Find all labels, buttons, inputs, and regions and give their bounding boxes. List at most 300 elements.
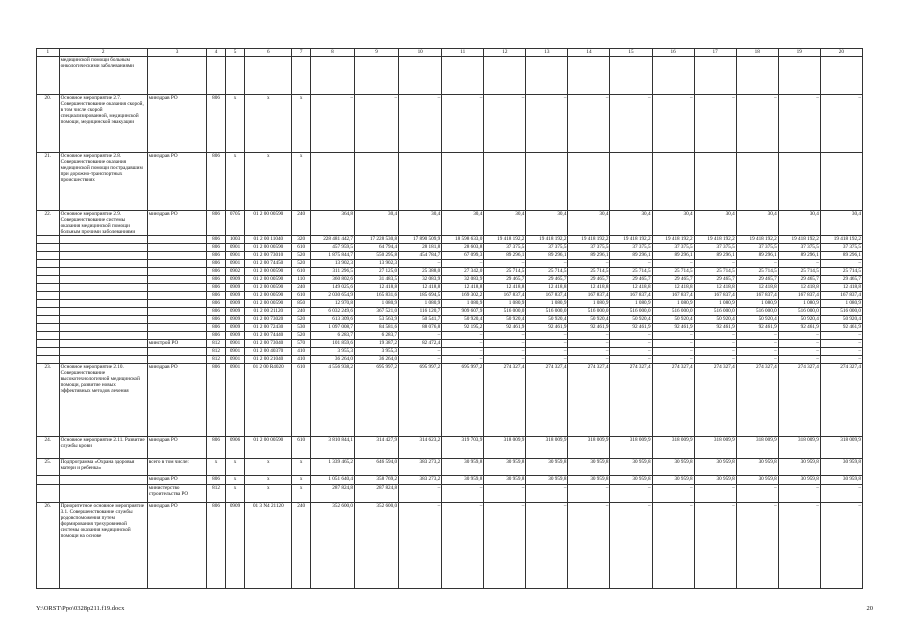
cell-year-2026: – [652,340,694,348]
cell-year-2022: 167 837,4 [484,292,526,300]
cell-event-name [59,252,147,260]
cell-year-2025: 19 418 192,2 [610,236,652,244]
cell-year-2019: 287 824,8 [355,485,399,503]
cell-row-number: 22. [37,211,60,236]
cell-year-2023: 30 959,8 [526,459,568,476]
cell-year-2025: 318 009,9 [610,437,652,459]
cell-year-2022: 318 009,9 [484,437,526,459]
table-row [37,308,863,316]
cell-year-2021: 12 418,8 [442,284,484,292]
cell-year-2021: – [442,340,484,348]
header-year-2024: 14 [568,49,610,57]
cell-year-2024: – [568,485,610,503]
cell-year-2023: 92 461,9 [526,324,568,332]
cell-target-article: 01 2 00 73010 [245,252,292,260]
cell-year-2022: – [484,356,526,364]
cell-target-article: 01 2 00 40370 [245,348,292,356]
cell-grbs-code: 806 [207,244,225,252]
cell-section-code: 0909 [225,324,244,332]
cell-total-amount: 311 296,5 [310,268,354,276]
cell-year-2030: 516 000,0 [820,308,862,316]
cell-total-amount: 1 051 640,4 [310,476,354,485]
cell-row-number [37,252,60,260]
cell-executor [147,284,207,292]
cell-year-2020: 30,4 [399,211,442,236]
cell-year-2029: 50 920,4 [778,316,820,324]
cell-year-2030: 29 465,7 [820,276,862,284]
cell-grbs-code: 806 [207,260,225,268]
cell-year-2019 [355,153,399,211]
cell-event-name [59,348,147,356]
cell-year-2029: 37 375,5 [778,244,820,252]
cell-year-2022: – [484,332,526,340]
cell-year-2026: 318 009,9 [652,437,694,459]
cell-year-2022: 19 418 192,2 [484,236,526,244]
cell-year-2028: 19 418 192,2 [736,236,778,244]
cell-year-2020: 50 541,7 [399,316,442,324]
table-row [37,503,863,589]
cell-section-code: 0909 [225,316,244,324]
table-row [37,211,863,236]
cell-year-2027: 1 080,9 [694,300,736,308]
cell-year-2028 [736,57,778,95]
cell-year-2019: 358 769,2 [355,476,399,485]
cell-year-2024 [568,57,610,95]
budget-table [36,48,863,589]
cell-year-2030: 167 837,4 [820,292,862,300]
cell-year-2023: – [526,348,568,356]
cell-expense-type: 110 [292,276,310,284]
cell-year-2020: – [399,95,442,153]
cell-section-code: 0901 [225,356,244,364]
cell-expense-type: 610 [292,364,310,437]
cell-year-2021: 169 302,2 [442,292,484,300]
cell-executor: минздрав РО [147,153,207,211]
table-row [37,348,863,356]
cell-total-amount: 457 959,5 [310,244,354,252]
cell-year-2020: 383 273,2 [399,476,442,485]
cell-year-2023: – [526,340,568,348]
cell-row-number [37,276,60,284]
cell-year-2019: 646 594,0 [355,459,399,476]
cell-grbs-code: 806 [207,324,225,332]
cell-year-2029: 1 080,9 [778,300,820,308]
cell-executor [147,292,207,300]
cell-total-amount: 1 339 465,2 [310,459,354,476]
cell-year-2019: 17 228 530,8 [355,236,399,244]
cell-section-code: 0901 [225,260,244,268]
cell-target-article: 01 2 00 74440 [245,332,292,340]
cell-year-2020: 12 418,8 [399,284,442,292]
cell-year-2027: 50 920,4 [694,316,736,324]
header-year-2023: 13 [526,49,568,57]
cell-year-2030: – [820,356,862,364]
cell-year-2027: – [694,503,736,589]
cell-year-2029: 274 327,4 [778,364,820,437]
cell-year-2029: – [778,260,820,268]
cell-target-article: х [245,459,292,476]
cell-year-2024: 516 000,0 [568,308,610,316]
cell-executor [147,316,207,324]
table-row [37,284,863,292]
cell-year-2027: – [694,95,736,153]
cell-target-article: 01 2 00 74450 [245,260,292,268]
cell-grbs-code: 806 [207,300,225,308]
cell-total-amount: 1 097 008,7 [310,324,354,332]
cell-year-2020: – [399,485,442,503]
cell-executor: минздрав РО [147,211,207,236]
cell-expense-type [292,57,310,95]
header-year-2022: 12 [484,49,526,57]
cell-executor [147,324,207,332]
cell-row-number [37,332,60,340]
cell-executor: минздрав РО [147,364,207,437]
cell-year-2022: 274 327,4 [484,364,526,437]
cell-target-article: 01 2 00 00590 [245,276,292,284]
cell-year-2023: 37 375,5 [526,244,568,252]
cell-expense-type: х [292,153,310,211]
cell-expense-type: х [292,459,310,476]
cell-target-article: 01 2 00 21040 [245,356,292,364]
cell-year-2019: 36 264,0 [355,356,399,364]
cell-year-2026: 25 714,5 [652,268,694,276]
cell-year-2019: 27 125,0 [355,268,399,276]
cell-executor [147,57,207,95]
table-row [37,437,863,459]
cell-year-2025: 50 920,4 [610,316,652,324]
cell-year-2021: 27 342,0 [442,268,484,276]
table-row [37,244,863,252]
cell-year-2023: 30,4 [526,211,568,236]
cell-year-2028: – [736,348,778,356]
cell-year-2022: 30 959,8 [484,476,526,485]
cell-year-2026: – [652,332,694,340]
cell-year-2021: 30 959,8 [442,476,484,485]
cell-year-2020: 454 784,7 [399,252,442,260]
cell-year-2024: 167 837,4 [568,292,610,300]
cell-year-2020: 116 120,7 [399,308,442,316]
cell-year-2026: 30 959,8 [652,459,694,476]
cell-year-2025: 516 000,0 [610,308,652,316]
cell-year-2022: 50 920,4 [484,316,526,324]
cell-year-2028: 274 327,4 [736,364,778,437]
cell-year-2025: – [610,260,652,268]
cell-expense-type: х [292,485,310,503]
cell-event-name [59,244,147,252]
header-year-2025: 15 [610,49,652,57]
cell-grbs-code: 812 [207,348,225,356]
cell-section-code: 0909 [225,300,244,308]
cell-year-2028 [736,153,778,211]
cell-year-2027: – [694,485,736,503]
table-row [37,332,863,340]
cell-row-number [37,292,60,300]
cell-expense-type: 610 [292,244,310,252]
cell-year-2030: – [820,95,862,153]
cell-event-name [59,292,147,300]
cell-grbs-code: 806 [207,476,225,485]
cell-year-2020: 695 997,2 [399,364,442,437]
cell-target-article: 01 3 N4 21120 [245,503,292,589]
cell-year-2026: 29 465,7 [652,276,694,284]
header-grbs-code: 4 [207,49,225,57]
cell-year-2027: 37 375,5 [694,244,736,252]
cell-year-2022: – [484,340,526,348]
cell-target-article: 01 2 00 72430 [245,324,292,332]
cell-total-amount: 6 283,7 [310,332,354,340]
cell-year-2023: 30 959,8 [526,476,568,485]
table-row [37,300,863,308]
cell-year-2028: 1 080,9 [736,300,778,308]
cell-row-number [37,244,60,252]
cell-total-amount [310,153,354,211]
cell-expense-type: 520 [292,332,310,340]
header-row [37,49,863,57]
cell-grbs-code: 806 [207,236,225,244]
cell-year-2022: – [484,485,526,503]
cell-year-2023: – [526,332,568,340]
cell-year-2026: – [652,260,694,268]
table-row [37,260,863,268]
cell-target-article: 01 2 00 R4020 [245,364,292,437]
cell-year-2024: 29 465,7 [568,276,610,284]
cell-row-number: 26. [37,503,60,589]
cell-year-2025: – [610,332,652,340]
cell-year-2021: 1 080,9 [442,300,484,308]
cell-section-code: 0909 [225,332,244,340]
cell-year-2019: 64 794,4 [355,244,399,252]
cell-year-2022: 1 080,9 [484,300,526,308]
cell-year-2030: 30,4 [820,211,862,236]
cell-year-2026: – [652,95,694,153]
cell-year-2027: – [694,260,736,268]
cell-event-name [59,276,147,284]
cell-year-2028: – [736,95,778,153]
cell-year-2026: – [652,356,694,364]
cell-year-2022: 12 418,8 [484,284,526,292]
cell-year-2019: 31 483,5 [355,276,399,284]
cell-year-2020: – [399,260,442,268]
cell-year-2023: 167 837,4 [526,292,568,300]
cell-year-2021: – [442,356,484,364]
cell-year-2029: – [778,503,820,589]
cell-year-2027: 167 837,4 [694,292,736,300]
cell-year-2025: 12 418,8 [610,284,652,292]
cell-year-2030: – [820,340,862,348]
cell-year-2020: – [399,332,442,340]
cell-year-2029: – [778,340,820,348]
cell-year-2025: 89 296,1 [610,252,652,260]
cell-year-2026: 37 375,5 [652,244,694,252]
cell-total-amount: 149 025,6 [310,284,354,292]
cell-event-name [59,340,147,348]
cell-expense-type: 610 [292,268,310,276]
cell-expense-type: 240 [292,284,310,292]
table-row [37,340,863,348]
cell-year-2028: 29 465,7 [736,276,778,284]
header-year-2029: 19 [778,49,820,57]
cell-year-2026 [652,57,694,95]
cell-executor [147,308,207,316]
cell-year-2028: 37 375,5 [736,244,778,252]
cell-total-amount: 287 824,8 [310,485,354,503]
cell-grbs-code: х [207,459,225,476]
cell-year-2022: 30 959,8 [484,459,526,476]
cell-year-2019: 314 427,9 [355,437,399,459]
header-expense-type: 7 [292,49,310,57]
cell-expense-type: 410 [292,356,310,364]
cell-executor [147,332,207,340]
cell-year-2021: – [442,485,484,503]
cell-year-2021: 909 607,9 [442,308,484,316]
cell-executor [147,348,207,356]
cell-year-2029: 89 296,1 [778,252,820,260]
table-row [37,95,863,153]
cell-year-2026: 92 461,9 [652,324,694,332]
cell-expense-type: 240 [292,308,310,316]
cell-year-2019: 367 521,0 [355,308,399,316]
cell-year-2028: – [736,260,778,268]
cell-year-2023: – [526,356,568,364]
cell-year-2027: 89 296,1 [694,252,736,260]
cell-year-2023: 29 465,7 [526,276,568,284]
cell-row-number: 21. [37,153,60,211]
cell-section-code: х [225,476,244,485]
cell-year-2029: 30 959,8 [778,459,820,476]
cell-year-2026: 19 418 192,2 [652,236,694,244]
cell-year-2029: 12 418,8 [778,284,820,292]
cell-year-2029: 318 009,9 [778,437,820,459]
cell-year-2026: – [652,485,694,503]
cell-grbs-code: 806 [207,316,225,324]
cell-event-name [59,308,147,316]
cell-year-2022: – [484,348,526,356]
cell-year-2022: 30,4 [484,211,526,236]
cell-year-2030 [820,153,862,211]
cell-target-article [245,57,292,95]
cell-year-2022: 37 375,5 [484,244,526,252]
cell-executor [147,260,207,268]
cell-total-amount: 2 030 654,9 [310,292,354,300]
cell-year-2029: 29 465,7 [778,276,820,284]
cell-target-article: 01 2 00 21120 [245,308,292,316]
cell-target-article: 01 2 00 00590 [245,292,292,300]
cell-year-2021: 30,4 [442,211,484,236]
cell-year-2029: 30,4 [778,211,820,236]
cell-year-2019: 84 581,6 [355,324,399,332]
cell-target-article: х [245,153,292,211]
cell-year-2028: 30 959,8 [736,476,778,485]
cell-target-article: 01 2 00 00590 [245,211,292,236]
cell-year-2024 [568,153,610,211]
cell-target-article: х [245,485,292,503]
cell-target-article: 01 2 00 73040 [245,340,292,348]
cell-section-code: 1003 [225,236,244,244]
cell-total-amount: 3 955,3 [310,348,354,356]
cell-total-amount: 360 802,6 [310,276,354,284]
cell-year-2030: – [820,260,862,268]
cell-executor [147,276,207,284]
cell-year-2025 [610,57,652,95]
cell-year-2021: 695 997,2 [442,364,484,437]
header-year-2028: 18 [736,49,778,57]
cell-year-2028: 30,4 [736,211,778,236]
cell-year-2026: 50 920,4 [652,316,694,324]
cell-year-2019: 12 418,8 [355,284,399,292]
cell-row-number [37,300,60,308]
cell-year-2028: – [736,356,778,364]
cell-year-2022 [484,153,526,211]
table-row [37,153,863,211]
cell-year-2026: 167 837,4 [652,292,694,300]
cell-year-2023 [526,57,568,95]
cell-year-2019: 30,4 [355,211,399,236]
cell-section-code: 0901 [225,244,244,252]
cell-year-2022: – [484,95,526,153]
cell-year-2026: 12 418,8 [652,284,694,292]
cell-year-2024: 89 296,1 [568,252,610,260]
cell-total-amount [310,57,354,95]
cell-year-2020: 314 623,2 [399,437,442,459]
cell-year-2024: – [568,332,610,340]
header-year-2030: 20 [820,49,862,57]
cell-year-2021: 30 959,8 [442,459,484,476]
cell-year-2027: 92 461,9 [694,324,736,332]
cell-year-2027 [694,57,736,95]
cell-year-2029: 516 000,0 [778,308,820,316]
cell-year-2019: 165 831,6 [355,292,399,300]
cell-year-2027: 274 327,4 [694,364,736,437]
cell-year-2030: 50 920,4 [820,316,862,324]
header-year-2020: 10 [399,49,442,57]
cell-year-2028: 167 837,4 [736,292,778,300]
cell-year-2020: 32 083,9 [399,276,442,284]
cell-section-code: х [225,153,244,211]
cell-section-code: 0909 [225,503,244,589]
cell-grbs-code: 806 [207,364,225,437]
table-row [37,364,863,437]
cell-year-2024: 30 959,8 [568,459,610,476]
table-row [37,485,863,503]
cell-year-2028: – [736,503,778,589]
cell-section-code: 0906 [225,437,244,459]
cell-total-amount: 364,8 [310,211,354,236]
cell-grbs-code: 806 [207,276,225,284]
cell-expense-type: 610 [292,437,310,459]
cell-year-2023: – [526,503,568,589]
cell-event-name: Приоритетное основное мероприятие 3.1. Совершенствование службы родовспоможения путем формирования трехуровневой системы оказания медицинской помощи на основе [59,503,147,589]
cell-row-number [37,485,60,503]
cell-section-code: 0909 [225,276,244,284]
cell-year-2020: 383 273,2 [399,459,442,476]
cell-year-2019: 352 600,0 [355,503,399,589]
cell-section-code: 0901 [225,364,244,437]
cell-year-2030 [820,57,862,95]
cell-year-2028: 92 461,9 [736,324,778,332]
cell-year-2025 [610,153,652,211]
cell-year-2025: – [610,356,652,364]
cell-year-2020: – [399,348,442,356]
cell-expense-type: 520 [292,260,310,268]
footer-page-number: 20 [866,605,873,612]
header-year-2021: 11 [442,49,484,57]
cell-total-amount: 1 875 844,7 [310,252,354,260]
cell-grbs-code: 806 [207,268,225,276]
cell-row-number [37,260,60,268]
cell-year-2026 [652,153,694,211]
cell-year-2027: 30 959,8 [694,476,736,485]
cell-grbs-code: 812 [207,356,225,364]
